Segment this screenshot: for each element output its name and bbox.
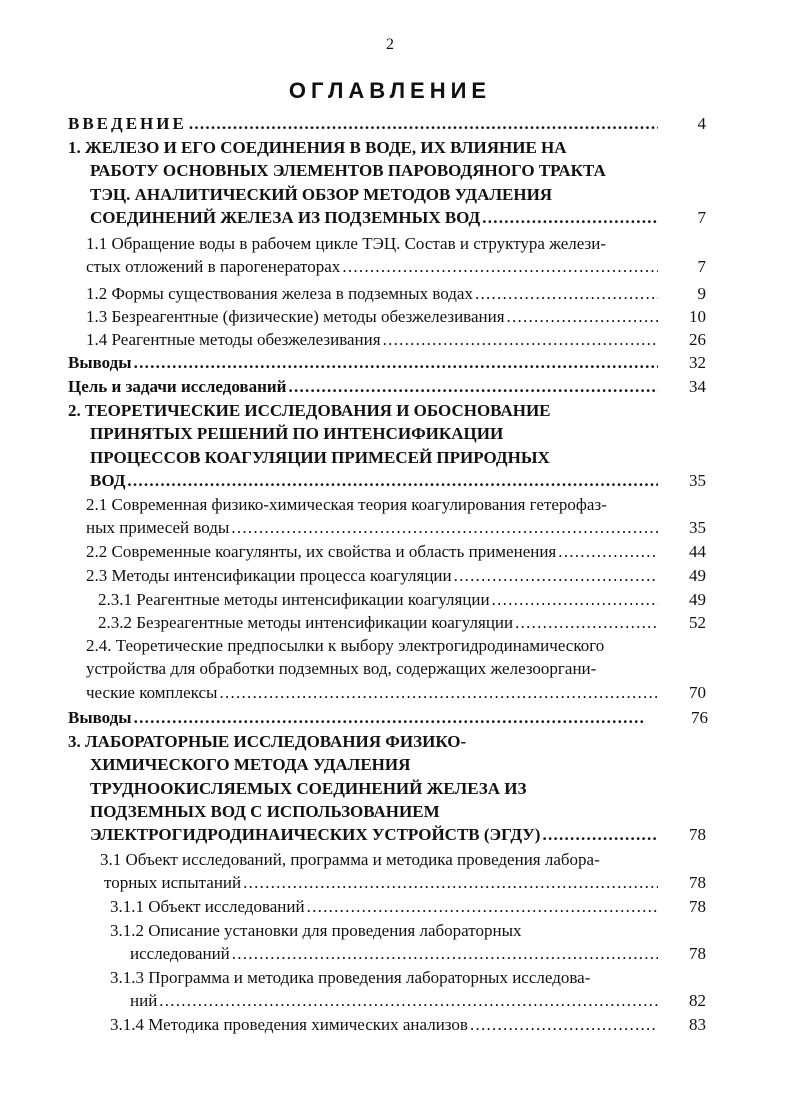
toc-entry-text: ХИМИЧЕСКОГО МЕТОДА УДАЛЕНИЯ: [90, 755, 411, 775]
toc-entry: [110, 966, 706, 1013]
toc-page-number: 78: [689, 944, 706, 964]
toc-entry-text: 2.2 Современные коагулянты, их свойства и область применения: [86, 542, 557, 561]
toc-page-number: 26: [689, 330, 706, 349]
dot-leader: [383, 328, 658, 351]
toc-entry: [68, 112, 706, 135]
toc-page-number: 78: [689, 873, 706, 893]
toc-page-number: 7: [697, 207, 706, 227]
toc-entry: [86, 232, 706, 279]
toc-entry: [86, 493, 706, 540]
dot-leader: [288, 375, 658, 398]
dot-leader: [507, 305, 658, 328]
toc-page-number: 7: [697, 257, 706, 277]
toc-entry-text: 3. ЛАБОРАТОРНЫЕ ИССЛЕДОВАНИЯ ФИЗИКО-: [68, 732, 467, 751]
toc-entry: [98, 588, 706, 611]
toc-entry-text: ЭЛЕКТРОГИДРОДИНАИЧЕСКИХ УСТРОЙСТВ (ЭГДУ): [90, 825, 541, 845]
toc-entry-text: ПРОЦЕССОВ КОАГУЛЯЦИИ ПРИМЕСЕЙ ПРИРОДНЫХ: [90, 447, 550, 467]
dot-leader: [127, 469, 658, 492]
toc-entry-text: ВОД: [90, 470, 126, 490]
toc-page-number: 49: [689, 566, 706, 585]
toc-entry-text: Цель и задачи исследований: [68, 377, 287, 396]
toc-entry: [100, 848, 706, 895]
dot-leader: [243, 871, 658, 894]
toc-entry-text: 1.1 Обращение воды в рабочем цикле ТЭЦ. Состав и структура желези-: [86, 234, 606, 253]
dot-leader: [231, 516, 658, 539]
dot-leader: [475, 282, 658, 305]
toc-entry-text: 2. ТЕОРЕТИЧЕСКИЕ ИССЛЕДОВАНИЯ И ОБОСНОВАНИЕ: [68, 401, 551, 420]
toc-page-number: 52: [689, 613, 706, 632]
dot-leader: [159, 989, 658, 1012]
toc-entry: [68, 375, 706, 398]
toc-entry-text: ТЭЦ. АНАЛИТИЧЕСКИЙ ОБЗОР МЕТОДОВ УДАЛЕНИЯ: [90, 184, 553, 204]
toc-entry: [110, 895, 706, 918]
toc-entry: [86, 634, 706, 704]
dot-leader: [307, 895, 658, 918]
toc-entry: [68, 351, 706, 374]
toc-page-number: 76: [691, 708, 708, 727]
toc-entry: [68, 706, 708, 729]
toc-entry-text: ТРУДНООКИСЛЯЕМЫХ СОЕДИНЕНИЙ ЖЕЛЕЗА ИЗ: [90, 778, 527, 798]
dot-leader: [342, 255, 658, 278]
toc-entry: [86, 564, 706, 587]
toc-entry-text: ных примесей воды: [86, 518, 230, 538]
toc-entry-text: 3.1.4 Методика проведения химических анализов: [110, 1015, 468, 1034]
toc-entry: [110, 919, 706, 966]
toc-entry-text: 2.3.1 Реагентные методы интенсификации коагуляции: [98, 590, 490, 609]
toc-page-number: 83: [689, 1015, 706, 1034]
toc-entry-text: 1. ЖЕЛЕЗО И ЕГО СОЕДИНЕНИЯ В ВОДЕ, ИХ ВЛИЯНИЕ НА: [68, 138, 567, 157]
toc-entry: [86, 328, 706, 351]
dot-leader: [482, 206, 658, 229]
toc-entry-text: исследований: [130, 944, 230, 964]
toc-entry-text: 1.3 Безреагентные (физические) методы обезжелезивания: [86, 307, 505, 326]
toc-entry-text: ВВЕДЕНИЕ: [68, 114, 187, 133]
toc-title: ОГЛАВЛЕНИЕ: [288, 78, 492, 103]
toc-page-number: 78: [689, 825, 706, 845]
toc-entry-text: 3.1 Объект исследований, программа и методика проведения лабора-: [100, 850, 600, 869]
toc-page-number: 9: [697, 284, 706, 303]
toc-entry-text: ний: [130, 991, 158, 1011]
toc-page-number: 78: [689, 897, 706, 916]
toc-page-number: 4: [697, 114, 706, 133]
toc-entry-text: стых отложений в парогенераторах: [86, 257, 341, 277]
dot-leader: [454, 564, 658, 587]
toc-entry-text: 2.3.2 Безреагентные методы интенсификации коагуляции: [98, 613, 514, 632]
toc-entry-text: Выводы: [68, 708, 132, 727]
dot-leader: [542, 823, 658, 846]
toc-entry-text: РАБОТУ ОСНОВНЫХ ЭЛЕМЕНТОВ ПАРОВОДЯНОГО ТРАКТА: [90, 161, 606, 181]
toc-entry: [68, 730, 706, 846]
toc-page-number: 32: [689, 353, 706, 372]
dot-leader: [515, 611, 658, 634]
toc-entry: [68, 399, 706, 492]
toc-entry-text: 1.4 Реагентные методы обезжелезивания: [86, 330, 381, 349]
toc-page-number: 49: [689, 590, 706, 609]
toc-entry: [110, 1013, 706, 1036]
toc-entry-text: 2.4. Теоретические предпосылки к выбору электрогидродинамического: [86, 636, 605, 655]
dot-leader: [134, 351, 658, 374]
toc-entry: [86, 305, 706, 328]
toc-entry: [86, 540, 706, 563]
toc-entry-text: ПОДЗЕМНЫХ ВОД С ИСПОЛЬЗОВАНИЕМ: [90, 801, 440, 821]
toc-entry-text: 2.3 Методы интенсификации процесса коагуляции: [86, 566, 452, 585]
toc-entry-text: ПРИНЯТЫХ РЕШЕНИЙ ПО ИНТЕНСИФИКАЦИИ: [90, 424, 504, 444]
dot-leader: [219, 681, 658, 704]
toc-entry: [86, 282, 706, 305]
toc-entry-text: 2.1 Современная физико-химическая теория коагулирования гетерофаз-: [86, 495, 607, 514]
toc-entry-text: устройства для обработки подземных вод, содержащих железооргани-: [86, 659, 597, 679]
dot-leader: [189, 112, 658, 135]
toc-entry-text: 3.1.3 Программа и методика проведения лабораторных исследова-: [110, 968, 591, 987]
dot-leader: [470, 1013, 658, 1036]
dot-leader: [134, 706, 646, 729]
toc-entry-text: СОЕДИНЕНИЙ ЖЕЛЕЗА ИЗ ПОДЗЕМНЫХ ВОД: [90, 207, 481, 227]
toc-entry: [68, 136, 706, 229]
dot-leader: [558, 540, 658, 563]
toc-page-number: 35: [689, 470, 706, 490]
toc-page-number: 10: [689, 307, 706, 326]
toc-entry-text: 1.2 Формы существования железа в подземных водах: [86, 284, 473, 303]
toc-page-number: 44: [689, 542, 706, 561]
toc-page-number: 82: [689, 991, 706, 1011]
toc-entry-text: 3.1.1 Объект исследований: [110, 897, 305, 916]
dot-leader: [492, 588, 658, 611]
toc-entry: [98, 611, 706, 634]
toc-entry-text: ческие комплексы: [86, 682, 218, 702]
toc-entry-text: 3.1.2 Описание установки для проведения лабораторных: [110, 921, 522, 940]
page-number: 2: [386, 36, 394, 53]
toc-entry-text: торных испытаний: [104, 873, 242, 893]
toc-page-number: 70: [689, 682, 706, 702]
toc-entry-text: Выводы: [68, 353, 132, 372]
toc-page-number: 34: [689, 377, 706, 396]
dot-leader: [232, 942, 658, 965]
toc-page-number: 35: [689, 518, 706, 538]
